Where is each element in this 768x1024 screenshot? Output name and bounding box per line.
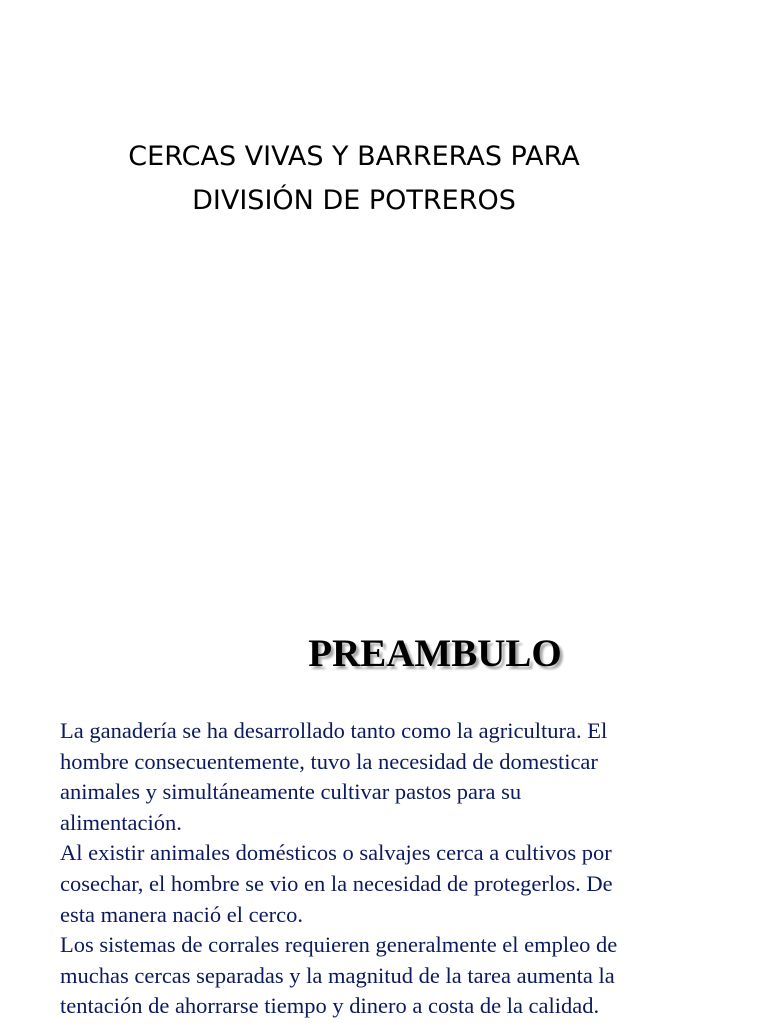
- text-line: muchas cercas separadas y la magnitud de la tarea aumenta la: [60, 962, 615, 988]
- document-title-line: CERCAS VIVAS Y BARRERAS PARA: [128, 141, 580, 172]
- text-line: La ganadería se ha desarrollado tanto como la agricultura. El: [60, 718, 608, 743]
- document-title-line: DIVISIÓN DE POTREROS: [192, 185, 516, 216]
- text-line: cosechar, el hombre se vio en la necesidad de protegerlos. De: [60, 870, 613, 896]
- body-paragraph: [60, 716, 760, 1022]
- text-line: alimentación.: [60, 809, 182, 835]
- text-line: animales y simultáneamente cultivar pastos para su: [60, 779, 522, 805]
- text-line: esta manera nació el cerco.: [60, 901, 303, 927]
- text-line: Los sistemas de corrales requieren generalmente el empleo de: [60, 932, 618, 958]
- text-line: hombre consecuentemente, tuvo la necesidad de domesticar: [60, 748, 598, 774]
- section-heading: PREAMBULO: [308, 632, 562, 675]
- document-title: [0, 135, 708, 223]
- text-line: tentación de ahorrarse tiempo y dinero a costa de la calidad.: [60, 993, 600, 1019]
- text-line: Al existir animales domésticos o salvajes cerca a cultivos por: [60, 840, 612, 866]
